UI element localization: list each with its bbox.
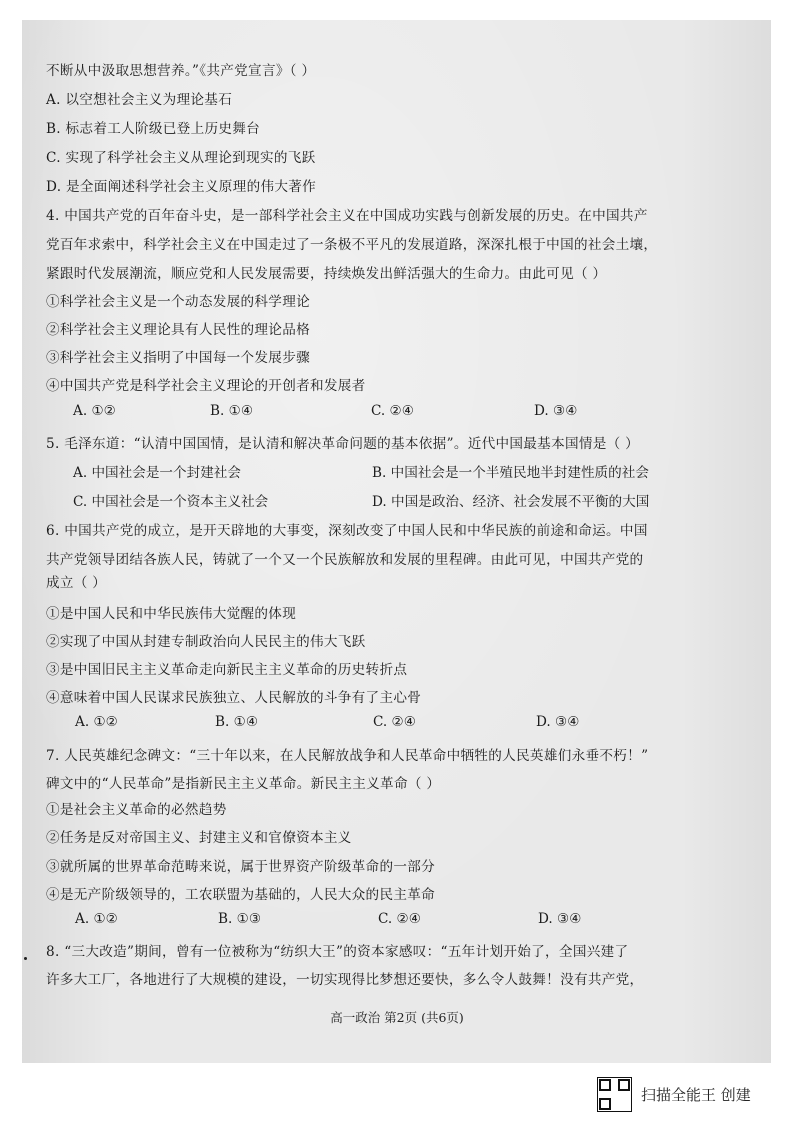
text-line: 8. “三大改造”期间，曾有一位被称为“纺织大王”的资本家感叹：“五年计划开始了，全国兴建了 [46,944,629,960]
text-line: 4. 中国共产党的百年奋斗史，是一部科学社会主义在中国成功实践与创新发展的历史。在中国共产 [46,208,648,224]
text-line: ②科学社会主义理论具有人民性的理论品格 [46,322,310,338]
text-line: ④中国共产党是科学社会主义理论的开创者和发展者 [46,378,366,394]
scan-speck [24,957,27,960]
text-line: ①是社会主义革命的必然趋势 [46,802,227,818]
text-line: ②任务是反对帝国主义、封建主义和官僚资本主义 [46,830,352,846]
scanner-watermark [597,1077,751,1111]
text-line: 党百年求索中，科学社会主义在中国走过了一条极不平凡的发展道路，深深扎根于中国的社会土壤， [46,237,658,253]
text-line: D. 是全面阐述科学社会主义原理的伟大著作 [46,179,317,195]
text-line: ①是中国人民和中华民族伟大觉醒的体现 [46,606,297,622]
text-line: 紧跟时代发展潮流，顺应党和人民发展需要，持续焕发出鲜活强大的生命力。由此可见（ ） [46,266,607,282]
text-line: 许多大工厂，各地进行了大规模的建设，一切实现得比梦想还要快，多么令人鼓舞！没有共产党， [46,972,644,988]
text-line: A. 以空想社会主义为理论基石 [46,92,233,108]
text-line: ①科学社会主义是一个动态发展的科学理论 [46,294,310,310]
text-line: 不断从中汲取思想营养。”《共产党宣言》（ ） [46,63,316,79]
answer-option: A. ①② [75,911,118,927]
answer-option: B. ①③ [218,911,262,927]
answer-option: D. 中国是政治、经济、社会发展不平衡的大国 [372,494,650,510]
answer-option: A. ①② [75,714,118,730]
text-line: 碑文中的“人民革命”是指新民主主义革命。新民主主义革命（ ） [46,776,441,792]
text-line: B. 标志着工人阶级已登上历史舞台 [46,121,261,137]
qr-code-icon [597,1077,632,1112]
answer-option: C. ②④ [378,911,421,927]
text-line: ②实现了中国从封建专制政治向人民民主的伟大飞跃 [46,634,366,650]
answer-option: B. ①④ [215,714,259,730]
answer-option: A. ①② [73,403,116,419]
text-line: ③是中国旧民主主义革命走向新民主主义革命的历史转折点 [46,662,408,678]
page-footer: 高一政治 第2页 (共6页) [330,1010,464,1025]
answer-option: B. 中国社会是一个半殖民地半封建性质的社会 [372,465,649,481]
text-line: 成立（ ） [46,575,107,591]
answer-option: C. ②④ [373,714,416,730]
scanner-brand-label: 扫描全能王 创建 [641,1085,751,1104]
answer-option: D. ③④ [538,911,582,927]
text-line: 7. 人民英雄纪念碑文：“三十年以来，在人民解放战争和人民革命中牺牲的人民英雄们永垂不朽！” [46,748,649,764]
answer-option: C. 中国社会是一个资本主义社会 [73,494,269,510]
answer-option: B. ①④ [210,403,254,419]
answer-option: C. ②④ [371,403,414,419]
text-line: ④意味着中国人民谋求民族独立、人民解放的斗争有了主心骨 [46,690,422,706]
answer-option: D. ③④ [536,714,580,730]
answer-option: A. 中国社会是一个封建社会 [73,465,241,481]
answer-option: D. ③④ [534,403,578,419]
text-line: ③就所属的世界革命范畴来说，属于世界资产阶级革命的一部分 [46,859,436,875]
text-line: 5. 毛泽东道：“认清中国国情，是认清和解决革命问题的基本依据”。近代中国最基本国情是（ ） [46,436,640,452]
text-line: 6. 中国共产党的成立，是开天辟地的大事变，深刻改变了中国人民和中华民族的前途和命运。中国 [46,523,648,539]
text-line: 共产党领导团结各族人民，铸就了一个又一个民族解放和发展的里程碑。由此可见，中国共产党的 [46,552,644,568]
text-line: C. 实现了科学社会主义从理论到现实的飞跃 [46,150,316,166]
text-line: ④是无产阶级领导的，工农联盟为基础的，人民大众的民主革命 [46,887,436,903]
text-line: ③科学社会主义指明了中国每一个发展步骤 [46,350,310,366]
